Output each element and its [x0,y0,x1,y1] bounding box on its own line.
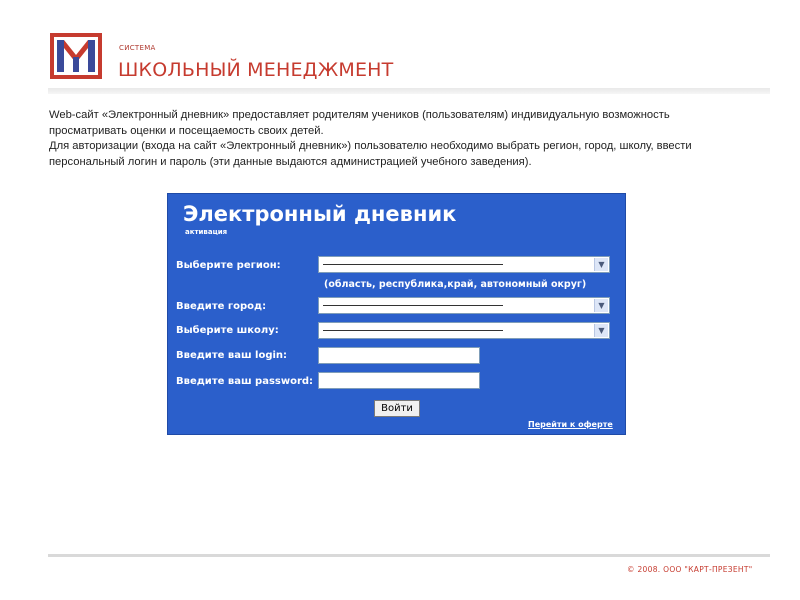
region-hint: (область, республика,край, автономный округ) [324,279,587,290]
school-placeholder-dash [323,330,503,331]
region-label: Выберите регион: [176,260,281,271]
login-label: Введите ваш login: [176,350,288,361]
system-title: ШКОЛЬНЫЙ МЕНЕДЖМЕНТ [118,59,394,81]
system-label: СИСТЕМА [119,44,156,52]
submit-button[interactable]: Войти [374,400,420,417]
footer-divider [48,554,770,557]
region-select[interactable] [318,256,610,273]
intro-paragraph-2: Для авторизации (входа на сайт «Электронный дневник») пользователю необходимо выбрать регион, город, школу, ввести персональный логин и пароль (эти данные выдаются администрацией учебного заведения). [49,140,692,168]
copyright-text: © 2008. ООО "КАРТ-ПРЕЗЕНТ" [627,565,753,574]
intro-text [49,108,749,170]
password-label: Введите ваш password: [176,376,314,387]
panel-subtitle: активация [185,228,228,236]
offer-link[interactable]: Перейти к оферте [528,420,613,429]
school-management-logo [50,33,102,79]
intro-paragraph-1: Web-сайт «Электронный дневник» предоставляет родителям учеников (пользователям) индивидуальную возможность просматривать оценки и посещаемость своих детей. [49,109,670,137]
header-divider [48,88,770,94]
school-select[interactable] [318,322,610,339]
city-select[interactable] [318,297,610,314]
chevron-down-icon[interactable]: ▼ [594,299,608,312]
chevron-down-icon[interactable]: ▼ [594,258,608,271]
city-label: Введите город: [176,301,267,312]
panel-title: Электронный дневник [183,202,457,226]
login-panel [167,193,626,435]
city-placeholder-dash [323,305,503,306]
login-input[interactable] [318,347,480,364]
password-input[interactable] [318,372,480,389]
school-label: Выберите школу: [176,325,279,336]
chevron-down-icon[interactable]: ▼ [594,324,608,337]
region-placeholder-dash [323,264,503,265]
